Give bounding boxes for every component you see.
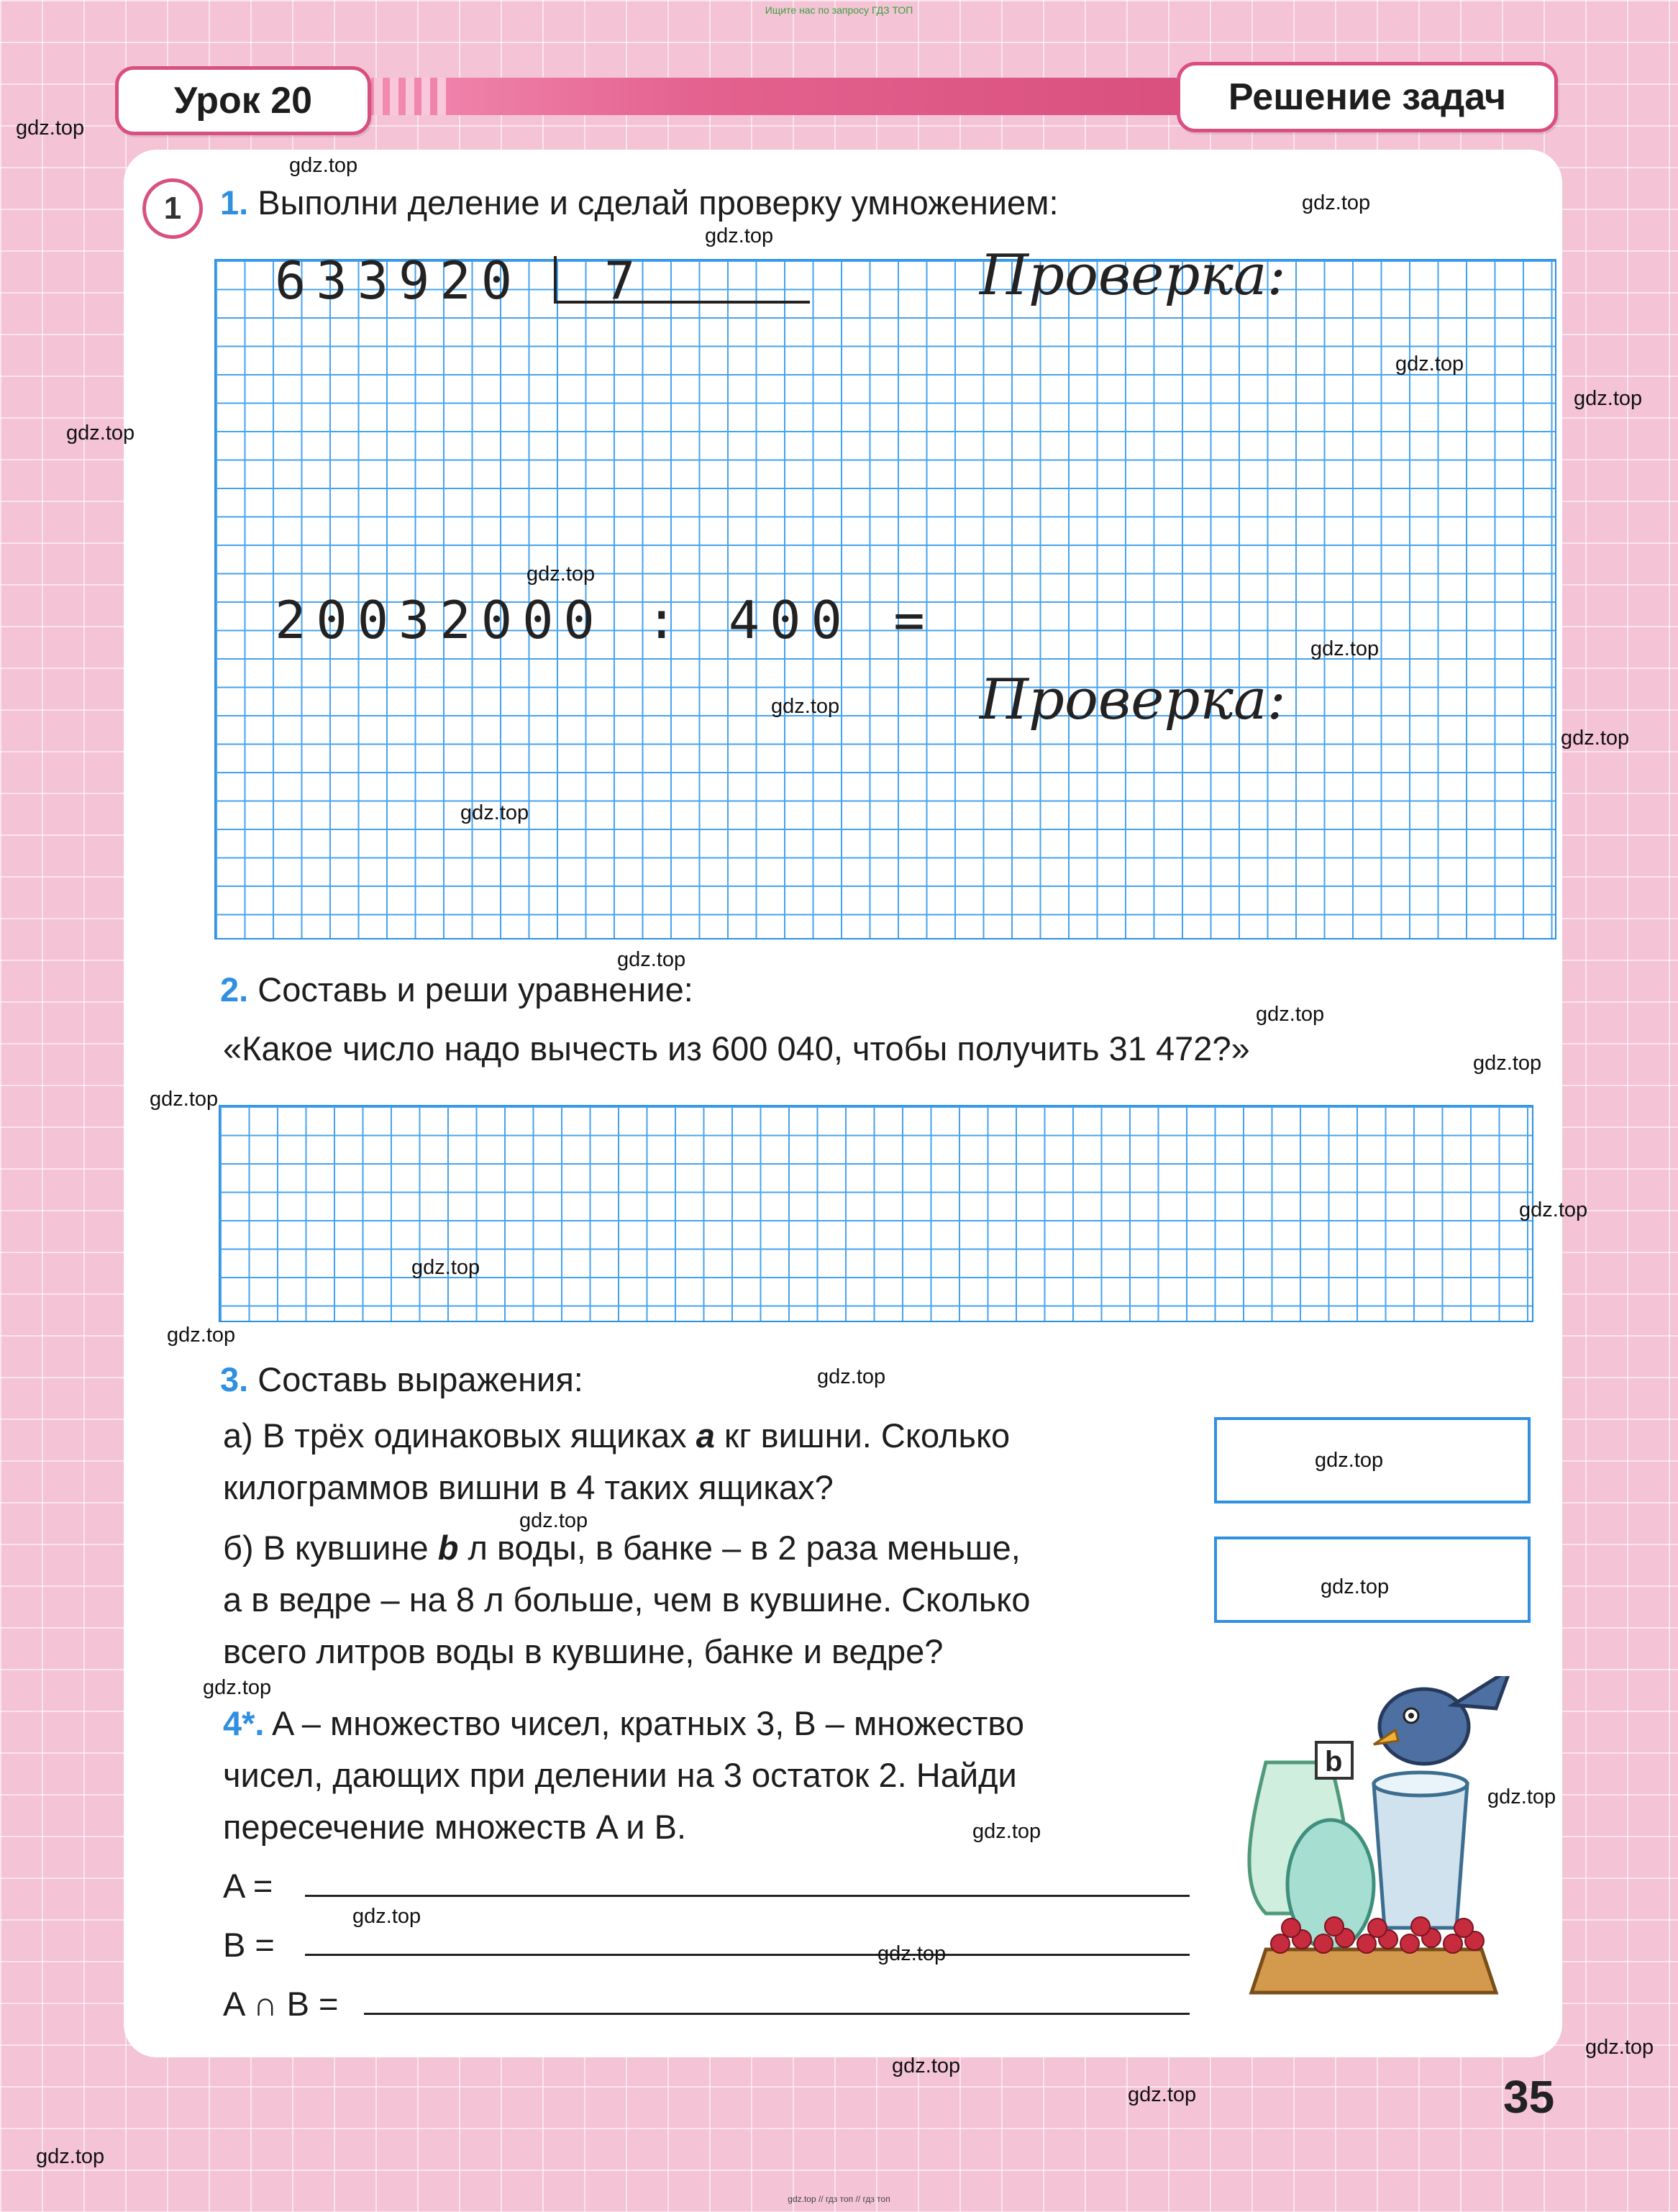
watermark: gdz.top — [617, 948, 686, 971]
watermark: gdz.top — [16, 117, 85, 140]
task1-dividend: 633920 — [275, 250, 523, 311]
task2-grid[interactable] — [219, 1105, 1533, 1322]
task2-text: Составь и реши уравнение: — [257, 970, 693, 1009]
task1-expression2: 20032000 : 400 = — [275, 590, 935, 650]
header-stripes — [374, 78, 453, 115]
task3a-variable: a — [696, 1416, 715, 1455]
watermark: gdz.top — [1128, 2083, 1197, 2106]
watermark: gdz.top — [1585, 2036, 1654, 2059]
task3a-line1-start: а) В трёх одинаковых ящиках — [223, 1416, 696, 1455]
task1-divisor: 7 — [604, 250, 646, 311]
task3-number: 3. — [220, 1360, 249, 1398]
watermark: gdz.top — [1310, 637, 1380, 660]
task3a-line2: килограммов вишни в 4 таких ящиках? — [223, 1468, 834, 1506]
task2-question: «Какое число надо вычесть из 600 040, чтобы получить 31 472?» — [223, 1029, 1250, 1068]
intersection-label: A ∩ B = — [223, 1985, 339, 2023]
lesson-title: Урок 20 — [115, 66, 371, 135]
topic-title: Решение задач — [1177, 62, 1558, 132]
header-bar — [371, 78, 1177, 115]
check-label-1: Проверка: — [980, 243, 1286, 308]
set-b-label: B = — [223, 1926, 275, 1964]
bottom-note: gdz.top // гдз топ // гдз топ — [788, 2194, 890, 2204]
watermark: gdz.top — [1519, 1198, 1588, 1221]
watermark: gdz.top — [705, 224, 774, 247]
watermark: gdz.top — [460, 801, 529, 824]
task3a-line1 — [223, 1410, 1010, 1462]
watermark: gdz.top — [352, 1905, 421, 1928]
task3-text: Составь выражения: — [257, 1360, 583, 1398]
task3b-line2: а в ведре – на 8 л больше, чем в кувшине. Сколько — [223, 1580, 1031, 1619]
watermark: gdz.top — [519, 1509, 588, 1532]
task1-instruction — [220, 177, 1059, 229]
watermark: gdz.top — [972, 1820, 1041, 1843]
watermark: gdz.top — [203, 1676, 272, 1699]
intersection-answer-line[interactable] — [364, 2013, 1190, 2015]
watermark: gdz.top — [1321, 1575, 1390, 1598]
task3b-line1 — [223, 1522, 1021, 1574]
task4-line1 — [223, 1698, 1024, 1749]
crow-illustration — [1223, 1676, 1525, 2007]
watermark: gdz.top — [289, 154, 358, 177]
watermark: gdz.top — [36, 2145, 105, 2168]
watermark: gdz.top — [411, 1256, 480, 1279]
task3b-line1-end: л воды, в банке – в 2 раза меньше, — [458, 1529, 1021, 1567]
task4-line3: пересечение множеств A и B. — [223, 1808, 687, 1846]
watermark: gdz.top — [1561, 727, 1630, 750]
task3b-variable: b — [437, 1529, 459, 1567]
task3a-line1-end: кг вишни. Сколько — [714, 1416, 1011, 1455]
watermark: gdz.top — [877, 1942, 947, 1965]
watermark: gdz.top — [1395, 352, 1464, 376]
watermark: gdz.top — [817, 1365, 886, 1388]
task3b-line3: всего литров воды в кувшине, банке и ведре? — [223, 1632, 944, 1670]
watermark: gdz.top — [1302, 191, 1371, 214]
jar-label: b — [1325, 1746, 1343, 1778]
set-a-answer-line[interactable] — [305, 1895, 1190, 1897]
watermark: gdz.top — [150, 1088, 219, 1111]
task3-instruction — [220, 1354, 583, 1406]
set-a-label: A = — [223, 1867, 273, 1905]
watermark: gdz.top — [1574, 387, 1643, 410]
top-note: Ищите нас по запросу ГДЗ ТОП — [765, 4, 913, 16]
watermark: gdz.top — [1473, 1052, 1542, 1075]
watermark: gdz.top — [892, 2054, 961, 2077]
task4-number: 4*. — [223, 1704, 265, 1742]
watermark: gdz.top — [1315, 1449, 1384, 1472]
task4-line2: чисел, дающих при делении на 3 остаток 2. Найди — [223, 1756, 1017, 1794]
watermark: gdz.top — [167, 1324, 236, 1347]
task3b-line1-start: б) В кувшине — [223, 1529, 438, 1567]
watermark: gdz.top — [526, 563, 596, 586]
watermark: gdz.top — [771, 695, 840, 718]
task1-text: Выполни деление и сделай проверку умножением: — [257, 183, 1059, 222]
watermark: gdz.top — [66, 422, 135, 445]
division-bracket-vertical — [554, 256, 557, 304]
task1-number: 1. — [220, 183, 249, 222]
task4-line1-text: A – множество чисел, кратных 3, B – множество — [271, 1704, 1025, 1742]
check-label-2: Проверка: — [980, 668, 1286, 732]
watermark: gdz.top — [1256, 1003, 1325, 1026]
section-number: 1 — [142, 178, 203, 239]
watermark: gdz.top — [1487, 1785, 1556, 1808]
division-bracket-horizontal — [554, 301, 810, 304]
set-b-answer-line[interactable] — [305, 1954, 1190, 1956]
page-number: 35 — [1503, 2071, 1555, 2123]
task2-number: 2. — [220, 970, 249, 1009]
